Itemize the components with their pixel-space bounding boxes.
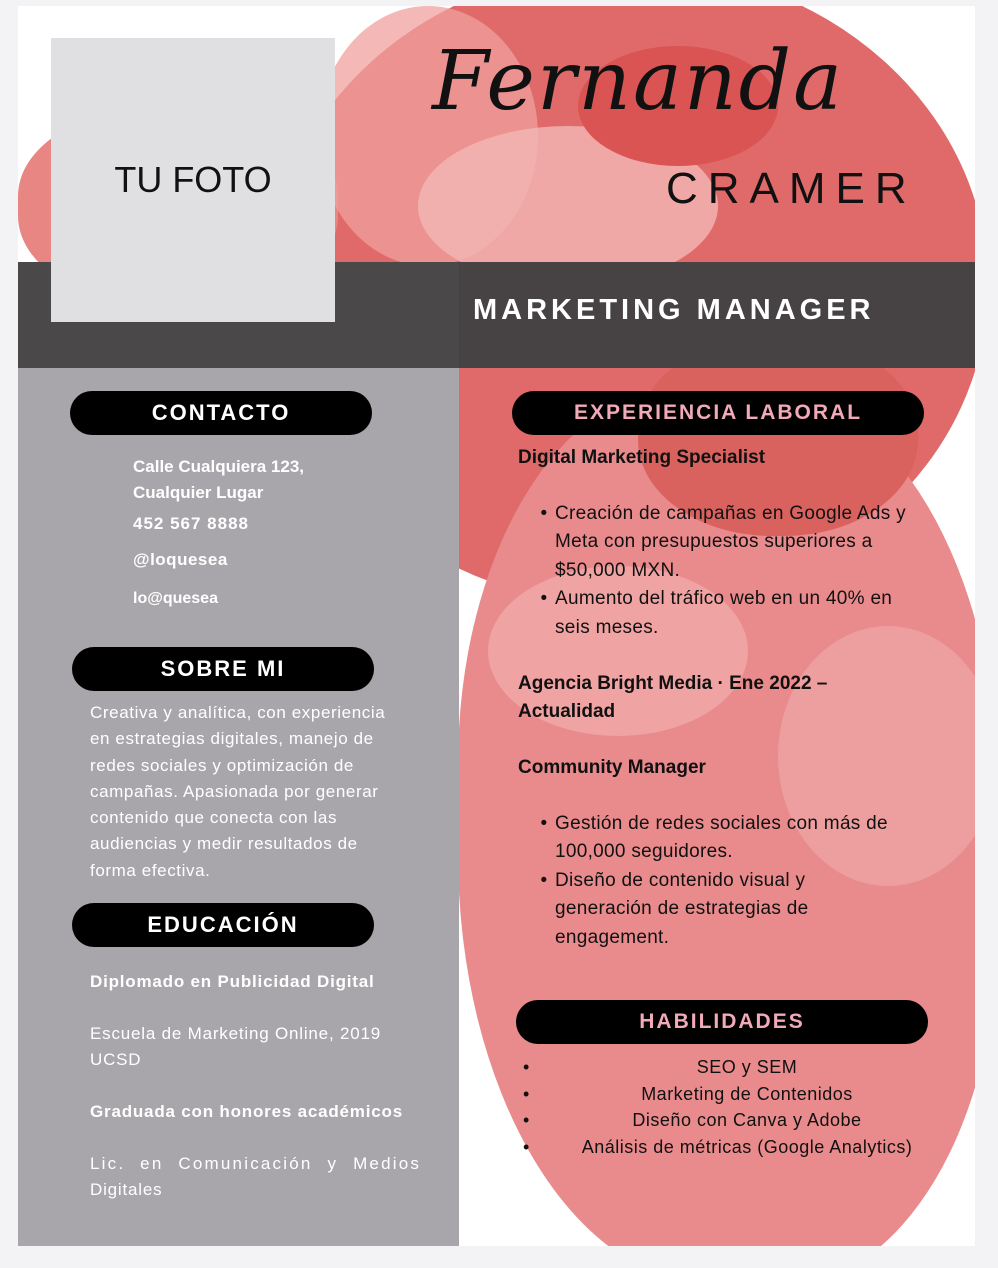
bullet-icon: • bbox=[540, 588, 548, 610]
contact-address-line1: Calle Cualquiera 123, bbox=[133, 457, 305, 476]
education-item1-line2: UCSD bbox=[90, 1050, 142, 1069]
skill-label: Análisis de métricas (Google Analytics) bbox=[581, 1136, 913, 1157]
list-item bbox=[533, 810, 963, 867]
education-item1-line1: Escuela de Marketing Online, 2019 bbox=[90, 1024, 382, 1043]
resume-page bbox=[18, 6, 975, 1246]
skill-label: Marketing de Contenidos bbox=[641, 1083, 853, 1104]
job1-bullets bbox=[533, 500, 963, 642]
contact-phone: 452 567 8888 bbox=[133, 514, 249, 533]
bullet-line: generación de estrategias de bbox=[555, 898, 809, 920]
bullet-icon: • bbox=[540, 813, 548, 834]
bullet-icon: • bbox=[523, 1083, 530, 1104]
about-line: campañas. Apasionada por generar bbox=[90, 781, 379, 801]
experience-heading: EXPERIENCIA LABORAL bbox=[512, 391, 924, 435]
about-line: audiencias y medir resultados de bbox=[90, 834, 358, 854]
contact-social[interactable]: @loquesea bbox=[133, 550, 228, 569]
bullet-line: $50,000 MXN. bbox=[555, 559, 681, 581]
list-item bbox=[523, 1054, 943, 1081]
skill-label: SEO y SEM bbox=[696, 1057, 798, 1077]
education-heading: EDUCACIÓN bbox=[72, 903, 374, 947]
contact-heading: CONTACTO bbox=[70, 391, 372, 435]
job1-title: Digital Marketing Specialist bbox=[518, 447, 766, 468]
bullet-icon: • bbox=[523, 1110, 530, 1131]
last-name: CRAMER bbox=[666, 164, 917, 213]
job2-company-line2: Actualidad bbox=[518, 701, 616, 722]
bullet-line: 100,000 seguidores. bbox=[555, 841, 733, 863]
job-role: MARKETING MANAGER bbox=[473, 294, 875, 326]
bullet-line: Aumento del tráfico web en un 40% en bbox=[555, 588, 893, 610]
job2-title: Community Manager bbox=[518, 757, 706, 778]
bullet-line: engagement. bbox=[555, 926, 670, 948]
education-item2-title: Graduada con honores académicos bbox=[90, 1102, 403, 1121]
about-line: forma efectiva. bbox=[90, 860, 211, 880]
bullet-icon: • bbox=[540, 869, 548, 891]
bullet-line: Meta con presupuestos superiores a bbox=[555, 531, 873, 553]
bullet-icon: • bbox=[523, 1057, 530, 1077]
first-name: Fernanda bbox=[432, 34, 845, 129]
bullet-line: Diseño de contenido visual y bbox=[555, 869, 806, 891]
about-line: Creativa y analítica, con experiencia bbox=[90, 703, 386, 722]
contact-address-line2: Cualquier Lugar bbox=[133, 483, 264, 502]
list-item bbox=[523, 1134, 943, 1161]
bullet-line: Gestión de redes sociales con más de bbox=[555, 813, 888, 834]
bullet-line: Creación de campañas en Google Ads y bbox=[555, 503, 906, 524]
photo-placeholder-label: TU FOTO bbox=[114, 159, 272, 200]
list-item bbox=[523, 1081, 943, 1108]
list-item bbox=[533, 585, 963, 642]
about-text bbox=[90, 700, 430, 884]
photo-placeholder[interactable] bbox=[51, 38, 335, 322]
about-line: en estrategias digitales, manejo de bbox=[90, 729, 374, 749]
about-heading: SOBRE MI bbox=[72, 647, 374, 691]
job2-company-line1: Agencia Bright Media · Ene 2022 – bbox=[518, 673, 828, 694]
list-item bbox=[533, 500, 963, 585]
education-item2-line1: Lic. en Comunicación y Medios bbox=[90, 1154, 422, 1173]
skills-list bbox=[523, 1054, 943, 1160]
list-item bbox=[533, 867, 963, 952]
about-line: redes sociales y optimización de bbox=[90, 755, 354, 775]
list-item bbox=[523, 1107, 943, 1134]
education-item2-line2: Digitales bbox=[90, 1180, 163, 1199]
skills-heading: HABILIDADES bbox=[516, 1000, 928, 1044]
job2-bullets bbox=[533, 810, 963, 952]
bullet-icon: • bbox=[523, 1136, 530, 1157]
bullet-icon: • bbox=[540, 503, 548, 524]
about-line: contenido que conecta con las bbox=[90, 808, 338, 828]
contact-email[interactable]: lo@quesea bbox=[133, 590, 218, 607]
bullet-line: seis meses. bbox=[555, 616, 659, 638]
education-item1-title: Diplomado en Publicidad Digital bbox=[90, 972, 375, 991]
skill-label: Diseño con Canva y Adobe bbox=[632, 1110, 862, 1131]
